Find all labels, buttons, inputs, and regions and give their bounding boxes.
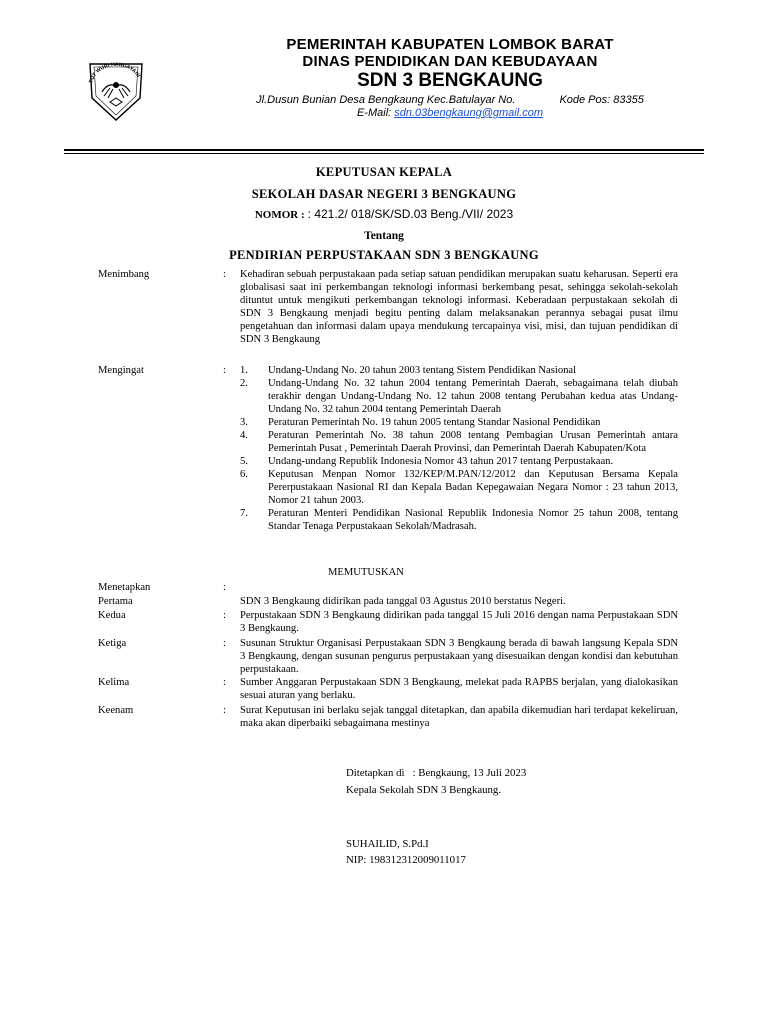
department-name: DINAS PENDIDIKAN DAN KEBUDAYAAN	[302, 53, 598, 70]
signatory-name: SUHAILID, S.Pd.I	[346, 838, 429, 850]
government-name: PEMERINTAH KABUPATEN LOMBOK BARAT	[286, 36, 614, 53]
list-item: 2. Undang-Undang No. 32 tahun 2004 tentang Pemerintah Daerah, sebagaimana telah diubah terakhir dengan Undang-Undang No. 12 tahun 2008 tentang Perubahan kedua atas Undang-Undang No. 32 tahun 2004 tentang Pemerintah Daerah	[240, 378, 678, 415]
nomor-label: NOMOR :	[254, 209, 305, 221]
letterhead-divider-thin	[64, 153, 704, 154]
decision-text: Surat Keputusan ini berlaku sejak tanggal ditetapkan, dan apabila dikemudian hari terdapat kekeliruan, maka akan diperbaiki sebagaimana mestinya	[240, 705, 678, 729]
document-page: TUT WURI HANDAYANI PEMERINTAH KABUPATEN LOMBOK BARAT DINAS PENDIDIKAN DAN KEBUDAYAAN SDN 3 BENGKAUNG Jl.Dusun Bunian Desa Bengkaung Kec.Batulayar No. Kode Pos: 83355 E-Mail: sdn.03bengkaung@gmail.com KEPUTUSAN KEPALA SEKOLAH DASAR NEGERI 3 BENGKAUNG NOMOR : : 421.2/ 018/SK/SD.03 Beng./VII/ 2023 Tentang PENDIRIAN PERPUSTAKAAN SDN 3 BENGKAUNG Menimbang : Kehadiran sebuah perpustakaan pada setiap satuan pendidikan merupakan suatu keharusan. Seperti era globalisasi saat ini perkembangan teknologi informasi berkembang pesat, sehingga sekolah-sekolah dituntut untuk mengikuti perkembangan teknologi informasi. Keberadaan perpustakaan sekolah di SDN 3 Bengkaung menjadi begitu penting dalam melaksanakan perannya sebagai pusat ilmu pengetahuan dan informasi dalam upaya mendukung tercapainya visi, misi, dan tujuan pendidikan di SDN 3 Bengkaung Mengingat : 1. Undang-Undang No. 20 tahun 2003 tentang Sistem Pendidikan Nasional 2. Undang-Undang No. 32 tahun 2004 tentang Pemerintah Daerah, sebagaimana telah diubah terakhir dengan Undang-Undang No. 12 tahun 2008 tentang Perubahan kedua atas Undang-Undang No. 32 tahun 2004 tentang Pemerintah Daerah 3. Peraturan Pemerintah No. 19 tahun 2005 tentang Standar Nasional Pendidikan 4. Peraturan Pemerintah No. 38 tahun 2008 tentang Pembagian Urusan Pemerintah antara Pemerintah Pusat , Pemerintah Daerah Provinsi, dan Pemerintah Daerah Kabupaten/Kota 5. Undang-undang Republik Indonesia Nomor 43 tahun 2017 tentang Perpustakaan. 6. Keputusan Menpan Nomor 132/KEP/M.PAN/12/2012 dan Keputusan Bersama Kepala Pererpustakaan Nasional RI dan Kepala Badan Kepegawaian Negara Nomor : 23 tahun 2013, Nomor 21 tahun 2003. 7. Peraturan Menteri Pendidikan Nasional Republik Indonesia Nomor 25 tahun 2008, tentang Standar Tenaga Perpustakaan Sekolah/Madrasah. MEMUTUSKAN Menetapkan : Pertama SDN 3 Bengkaung didirikan pada tanggal 03 Agustus 2010 berstatus Negeri. Kedua : Perpustakaan SDN 3 Bengkaung didirikan pada tanggal 15 Juli 2016 dengan nama Perpustakaan SDN 3 Bengkaung. Ketiga : Susunan Struktur Organisasi Perpustakaan SDN 3 Bengkaung berada di bawah langsung Kepala SDN 3 Bengkaung, dengan susunan pengurus perpustakaan yang disesuaikan dengan kondisi dan kebutuhan perpustakaan. Kelima : Sumber Anggaran Perpustakaan SDN 3 Bengkaung, melekat pada RAPBS berjalan, yang dialokasikan sesuai aturan yang berlaku. Keenam : Surat Keputusan ini berlaku sejak tanggal ditetapkan, dan apabila dikemudian hari terdapat kekeliruan, maka akan diperbaiki sebagaimana mestinya Ditetapkan di : Bengkaung, 13 Juli 2023 Kepala Sekolah SDN 3 Bengkaung. SUHAILID, S.Pd.I NIP: 198312312009011017	[0, 0, 768, 1024]
list-item: 1. Undang-Undang No. 20 tahun 2003 tentang Sistem Pendidikan Nasional	[240, 365, 577, 376]
menimbang-colon: :	[223, 269, 226, 280]
mengingat-list	[240, 364, 678, 533]
nomor-value: : 421.2/ 018/SK/SD.03 Beng./VII/ 2023	[307, 207, 514, 221]
tentang-label: Tentang	[364, 230, 404, 242]
decision-label: Ketiga	[98, 638, 127, 649]
list-item: 3. Peraturan Pemerintah No. 19 tahun 2005 tentang Standar Nasional Pendidikan	[240, 417, 601, 428]
signatory-nip: NIP: 198312312009011017	[346, 854, 466, 866]
postal-code: Kode Pos: 83355	[559, 94, 644, 106]
decision-label: Keenam	[98, 705, 134, 716]
decree-issuer: SEKOLAH DASAR NEGERI 3 BENGKAUNG	[251, 187, 517, 201]
mengingat-colon: :	[223, 365, 226, 376]
decision-text: SDN 3 Bengkaung didirikan pada tanggal 03 Agustus 2010 berstatus Negeri.	[240, 596, 566, 607]
signature-position: Kepala Sekolah SDN 3 Bengkaung.	[346, 784, 502, 796]
list-item: 4. Peraturan Pemerintah No. 38 tahun 2008 tentang Pembagian Urusan Pemerintah antara Pemerintah Pusat , Pemerintah Daerah Provinsi, dan Pemerintah Daerah Kabupaten/Kota	[240, 430, 678, 454]
letterhead	[160, 36, 740, 120]
menimbang-label: Menimbang	[98, 269, 150, 280]
school-name: SDN 3 BENGKAUNG	[357, 70, 543, 91]
letterhead-divider	[64, 149, 704, 151]
school-address	[160, 94, 740, 107]
decision-text: Sumber Anggaran Perpustakaan SDN 3 Bengkaung, melekat pada RAPBS berjalan, yang dialokasikan sesuai aturan yang berlaku.	[240, 677, 678, 701]
address-text: Jl.Dusun Bunian Desa Bengkaung Kec.Batulayar No.	[256, 94, 516, 106]
logo-motto: TUT WURI HANDAYANI	[88, 61, 142, 84]
list-item: 6. Keputusan Menpan Nomor 132/KEP/M.PAN/12/2012 dan Keputusan Bersama Kepala Pererpustakaan Nasional RI dan Kepala Badan Kepegawaian Negara Nomor : 23 tahun 2013, Nomor 21 tahun 2003.	[240, 469, 678, 506]
signature-place-date: Ditetapkan di : Bengkaung, 13 Juli 2023	[346, 767, 527, 779]
menetapkan-colon: :	[223, 582, 226, 593]
decree-title: KEPUTUSAN KEPALA	[315, 165, 453, 179]
decision-label: Kelima	[98, 677, 130, 688]
decree-number	[0, 207, 768, 222]
decision-label: Kedua	[98, 610, 126, 621]
menetapkan-label: Menetapkan	[98, 582, 151, 593]
list-item: 7. Peraturan Menteri Pendidikan Nasional Republik Indonesia Nomor 25 tahun 2008, tentang Standar Tenaga Perpustakaan Sekolah/Madrasah.	[240, 508, 678, 532]
tut-wuri-handayani-logo	[80, 52, 152, 124]
email-label: E-Mail:	[356, 107, 392, 119]
decision-text: Susunan Struktur Organisasi Perpustakaan SDN 3 Bengkaung berada di bawah langsung Kepala SDN 3 Bengkaung, dengan susunan pengurus perpustakaan yang disesuaikan dengan kondisi dan kebutuhan perpustakaan.	[240, 638, 678, 675]
email-line	[160, 107, 740, 120]
decree-subject: PENDIRIAN PERPUSTAKAAN SDN 3 BENGKAUNG	[229, 248, 539, 262]
mengingat-label: Mengingat	[98, 365, 144, 376]
decision-text: Perpustakaan SDN 3 Bengkaung didirikan pada tanggal 15 Juli 2016 dengan nama Perpustakaan SDN 3 Bengkaung.	[240, 610, 678, 634]
memutuskan-heading: MEMUTUSKAN	[328, 567, 404, 578]
email-link[interactable]: sdn.03bengkaung@gmail.com	[394, 107, 544, 119]
decision-label: Pertama	[98, 596, 133, 607]
list-item: 5. Undang-undang Republik Indonesia Nomor 43 tahun 2017 tentang Perpustakaan.	[240, 456, 614, 467]
menimbang-text: Kehadiran sebuah perpustakaan pada setiap satuan pendidikan merupakan suatu keharusan. Seperti era globalisasi saat ini perkembangan teknologi informasi berkembang pesat, sehingga sekolah-sekolah dituntut untuk mengikuti perkembangan teknologi informasi. Keberadaan perpustakaan sekolah di SDN 3 Bengkaung menjadi begitu penting dalam melaksanakan perannya sebagai pusat ilmu pengetahuan dan informasi dalam upaya mendukung tercapainya visi, misi, dan tujuan pendidikan di SDN 3 Bengkaung	[240, 269, 678, 345]
